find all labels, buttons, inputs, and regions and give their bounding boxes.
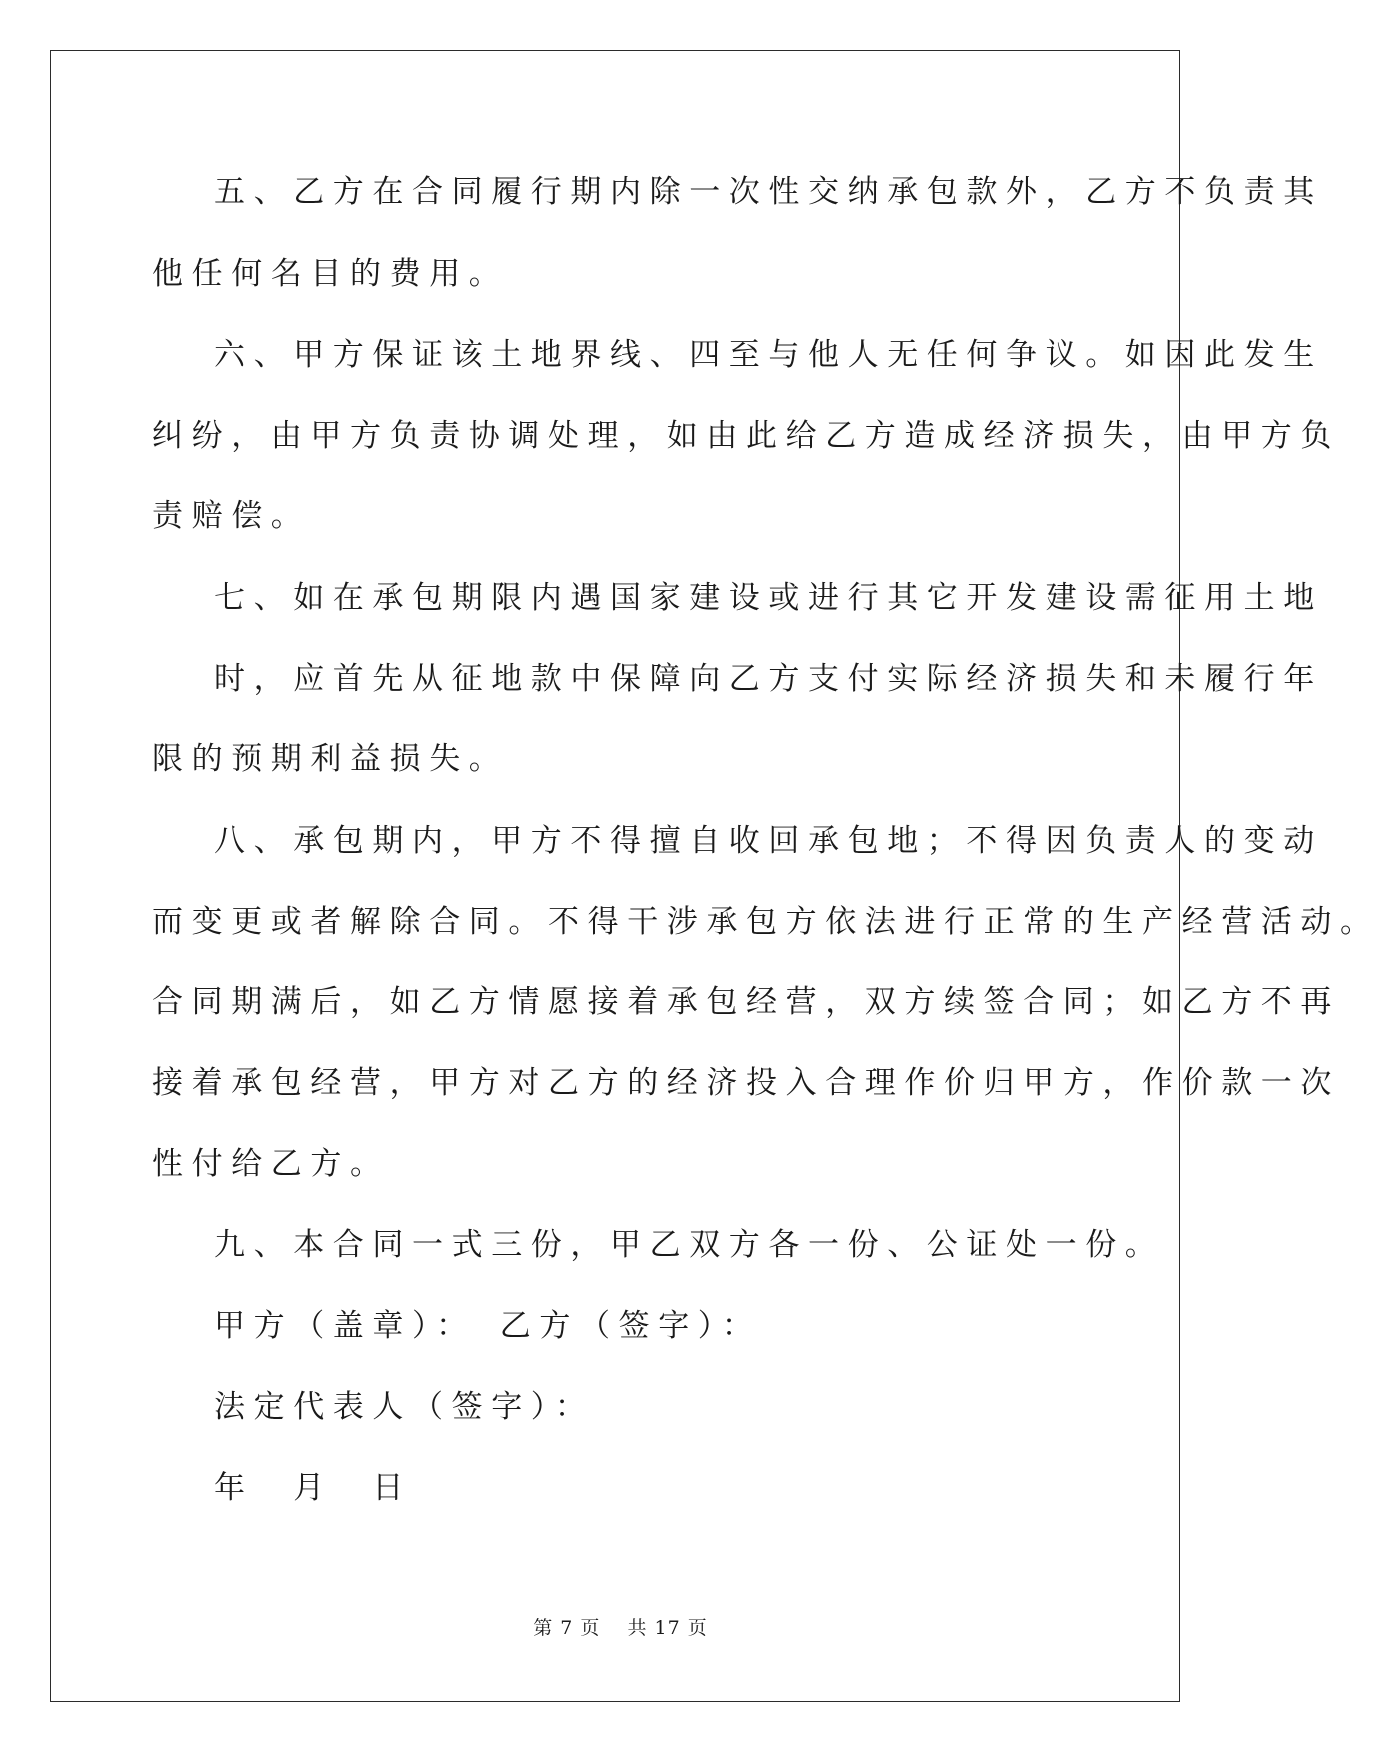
clause-8-line-2: 而变更或者解除合同。不得干涉承包方依法进行正常的生产经营活动。 bbox=[152, 904, 1380, 940]
clause-6-line-3: 责赔偿。 bbox=[152, 498, 311, 534]
clause-5-line-1: 五、乙方在合同履行期内除一次性交纳承包款外，乙方不负责其 bbox=[214, 174, 1323, 210]
clause-7-line-3: 限的预期利益损失。 bbox=[152, 741, 509, 777]
legal-representative: 法定代表人（签字）： bbox=[214, 1389, 595, 1425]
date-line: 年 月 日 bbox=[214, 1470, 412, 1506]
clause-8-line-5: 性付给乙方。 bbox=[152, 1146, 390, 1182]
clause-7-line-2: 时，应首先从征地款中保障向乙方支付实际经济损失和未履行年 bbox=[214, 661, 1323, 697]
clause-6-line-2: 纠纷，由甲方负责协调处理，如由此给乙方造成经济损失，由甲方负 bbox=[152, 418, 1340, 454]
clause-7-line-1: 七、如在承包期限内遇国家建设或进行其它开发建设需征用土地 bbox=[214, 580, 1323, 616]
page-number-footer: 第 7 页 共 17 页 bbox=[533, 1617, 708, 1639]
clause-8-line-1: 八、承包期内，甲方不得擅自收回承包地；不得因负责人的变动 bbox=[214, 823, 1323, 859]
page-border bbox=[50, 50, 1180, 1702]
clause-8-line-3: 合同期满后，如乙方情愿接着承包经营，双方续签合同；如乙方不再 bbox=[152, 984, 1340, 1020]
party-signatures: 甲方（盖章）： 乙方（签字）： bbox=[214, 1308, 762, 1344]
clause-5-line-2: 他任何名目的费用。 bbox=[152, 256, 509, 292]
clause-6-line-1: 六、甲方保证该土地界线、四至与他人无任何争议。如因此发生 bbox=[214, 337, 1323, 373]
clause-8-line-4: 接着承包经营，甲方对乙方的经济投入合理作价归甲方，作价款一次 bbox=[152, 1065, 1340, 1101]
clause-9-line-1: 九、本合同一式三份，甲乙双方各一份、公证处一份。 bbox=[214, 1227, 1165, 1263]
